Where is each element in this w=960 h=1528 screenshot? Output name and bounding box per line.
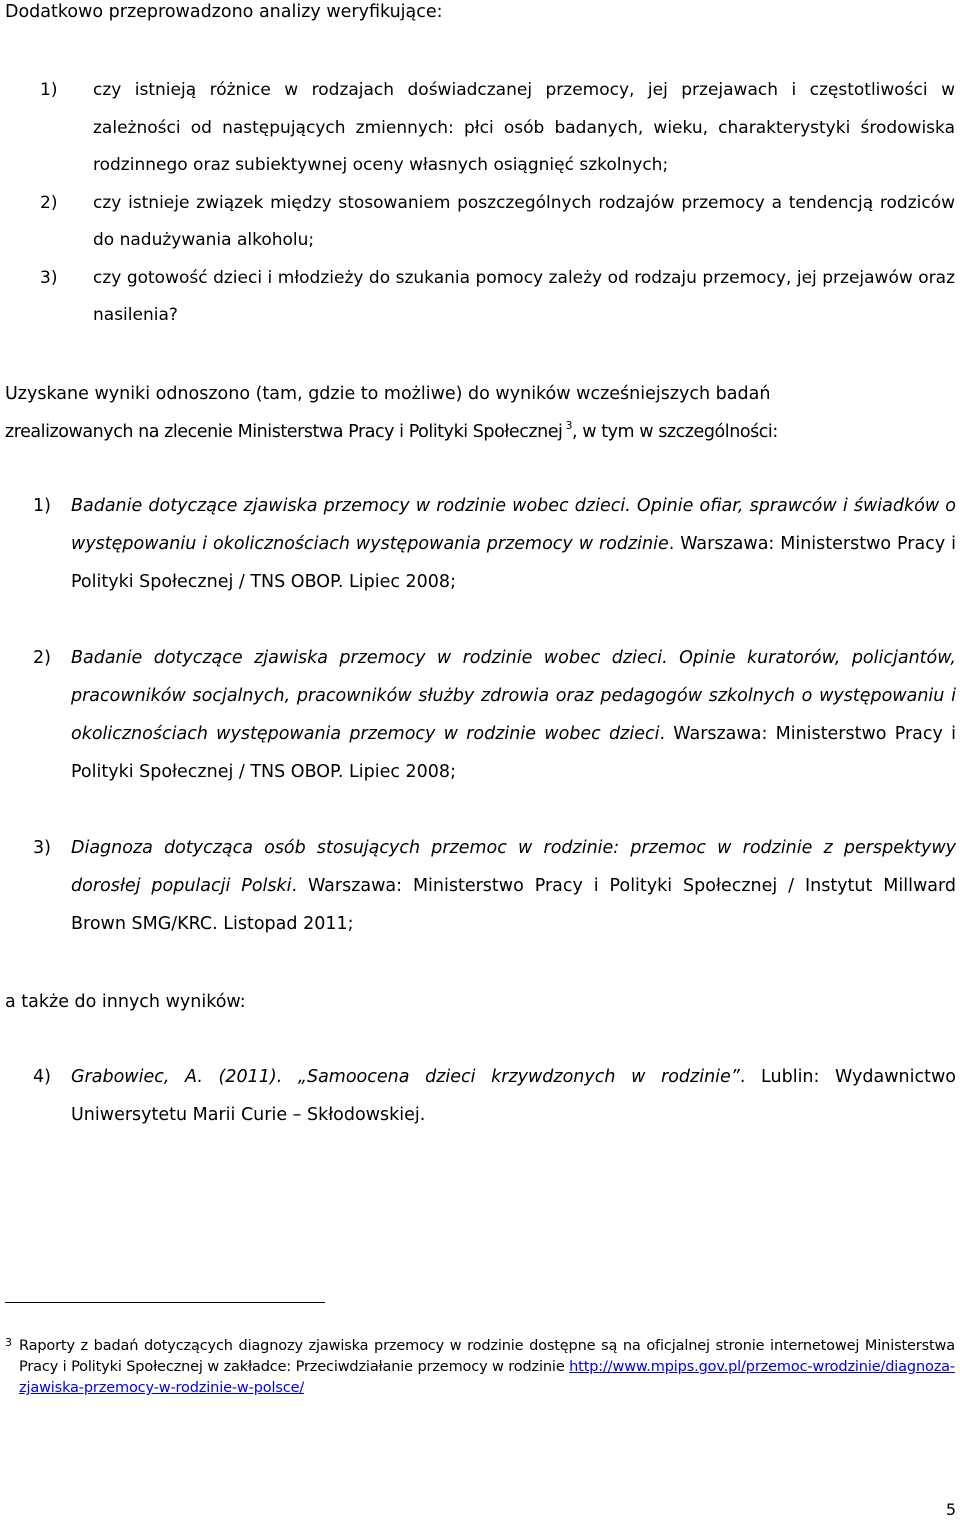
reference-item [0,829,960,943]
reference-publisher: . Lublin: Wydawnictwo Uniwersytetu Marii Curie – Skłodowskiej. [71,1067,956,1125]
reference-publisher: . Warszawa: Ministerstwo Pracy i Polityki Społecznej / TNS OBOP. Lipiec 2008; [71,534,956,592]
reference-text [71,829,956,943]
reference-item [0,639,960,791]
reference-number: 1) [33,496,51,516]
list-item [0,72,960,185]
reference-number: 4) [33,1067,51,1087]
reference-text [71,1058,956,1134]
footnote-reference[interactable]: 3 [565,419,573,432]
intro-heading: Dodatkowo przeprowadzono analizy weryfikujące: [5,2,443,22]
reference-text [71,487,956,601]
reference-title: Badanie dotyczące zjawiska przemocy w rodzinie wobec dzieci. Opinie kuratorów, policjantów, pracowników socjalnych, pracowników służby zdrowia oraz pedagogów szkolnych o występowaniu i okolicznościach występowania przemocy w rodzinie wobec dzieci [71,648,956,744]
reference-number: 3) [33,838,51,858]
list-item-text: czy gotowość dzieci i młodzieży do szukania pomocy zależy od rodzaju przemocy, jej przejawów oraz nasilenia? [93,267,955,325]
paragraph-text: zrealizowanych na zlecenie Ministerstwa Pracy i Polityki Społecznej [5,422,563,442]
verification-questions-list [0,72,960,335]
reference-item [0,1058,960,1134]
reference-publisher: . Warszawa: Ministerstwo Pracy i Polityki Społecznej / TNS OBOP. Lipiec 2008; [71,724,956,782]
paragraph-line [5,419,778,442]
footnote-body: Raporty z badań dotyczących diagnozy zjawiska przemocy w rodzinie dostępne są na oficjalnej stronie internetowej Ministerstwa Pracy i Polityki Społecznej w zakładce: Przeciwdziałanie przemocy w rodzinie [19,1338,955,1375]
list-item-text: czy istnieje związek między stosowaniem poszczególnych rodzajów przemocy a tendencją rodziców do nadużywania alkoholu; [93,192,955,250]
reference-publisher: . Warszawa: Ministerstwo Pracy i Polityki Społecznej / Instytut Millward Brown SMG/KRC. Listopad 2011; [71,876,956,934]
list-item-text: czy istnieją różnice w rodzajach doświadczanej przemocy, jej przejawach i częstotliwości w zależności od następujących zmiennych: płci osób badanych, wieku, charakterystyki środowiska rodzinnego oraz subiektywnej oceny własnych osiągnięć szkolnych; [93,80,955,175]
list-item-number: 1) [40,80,58,100]
list-item [0,185,960,260]
results-paragraph [5,375,955,451]
reference-title: Badanie dotyczące zjawiska przemocy w rodzinie wobec dzieci. Opinie ofiar, sprawców i świadków o występowaniu i okolicznościach występowania przemocy w rodzinie [71,496,956,554]
footnote-text [19,1336,955,1399]
list-item-number: 2) [40,192,58,213]
reference-text [71,639,956,791]
list-item [0,260,960,335]
list-item-number: 3) [40,267,58,288]
footnote-number: 3 [5,1336,12,1349]
reference-title: Diagnoza dotycząca osób stosujących przemoc w rodzinie: przemoc w rodzinie z perspektywy dorosłej populacji Polski [71,838,956,896]
footnote [0,1336,960,1399]
reference-number: 2) [33,648,51,668]
footnote-divider [5,1302,325,1303]
page-number: 5 [945,1500,956,1519]
reference-title: Grabowiec, A. (2011). „Samoocena dzieci krzywdzonych w rodzinie” [71,1067,740,1087]
paragraph-text: , w tym w szczególności: [572,422,778,442]
other-results-heading: a także do innych wyników: [5,992,246,1012]
paragraph-line: Uzyskane wyniki odnoszono (tam, gdzie to możliwe) do wyników wcześniejszych badań [5,384,771,404]
reference-item [0,487,960,601]
footnote-link[interactable]: http://www.mpips.gov.pl/przemoc-wrodzinie/diagnoza-zjawiska-przemocy-w-rodzinie-w-polsce/ [19,1359,955,1396]
